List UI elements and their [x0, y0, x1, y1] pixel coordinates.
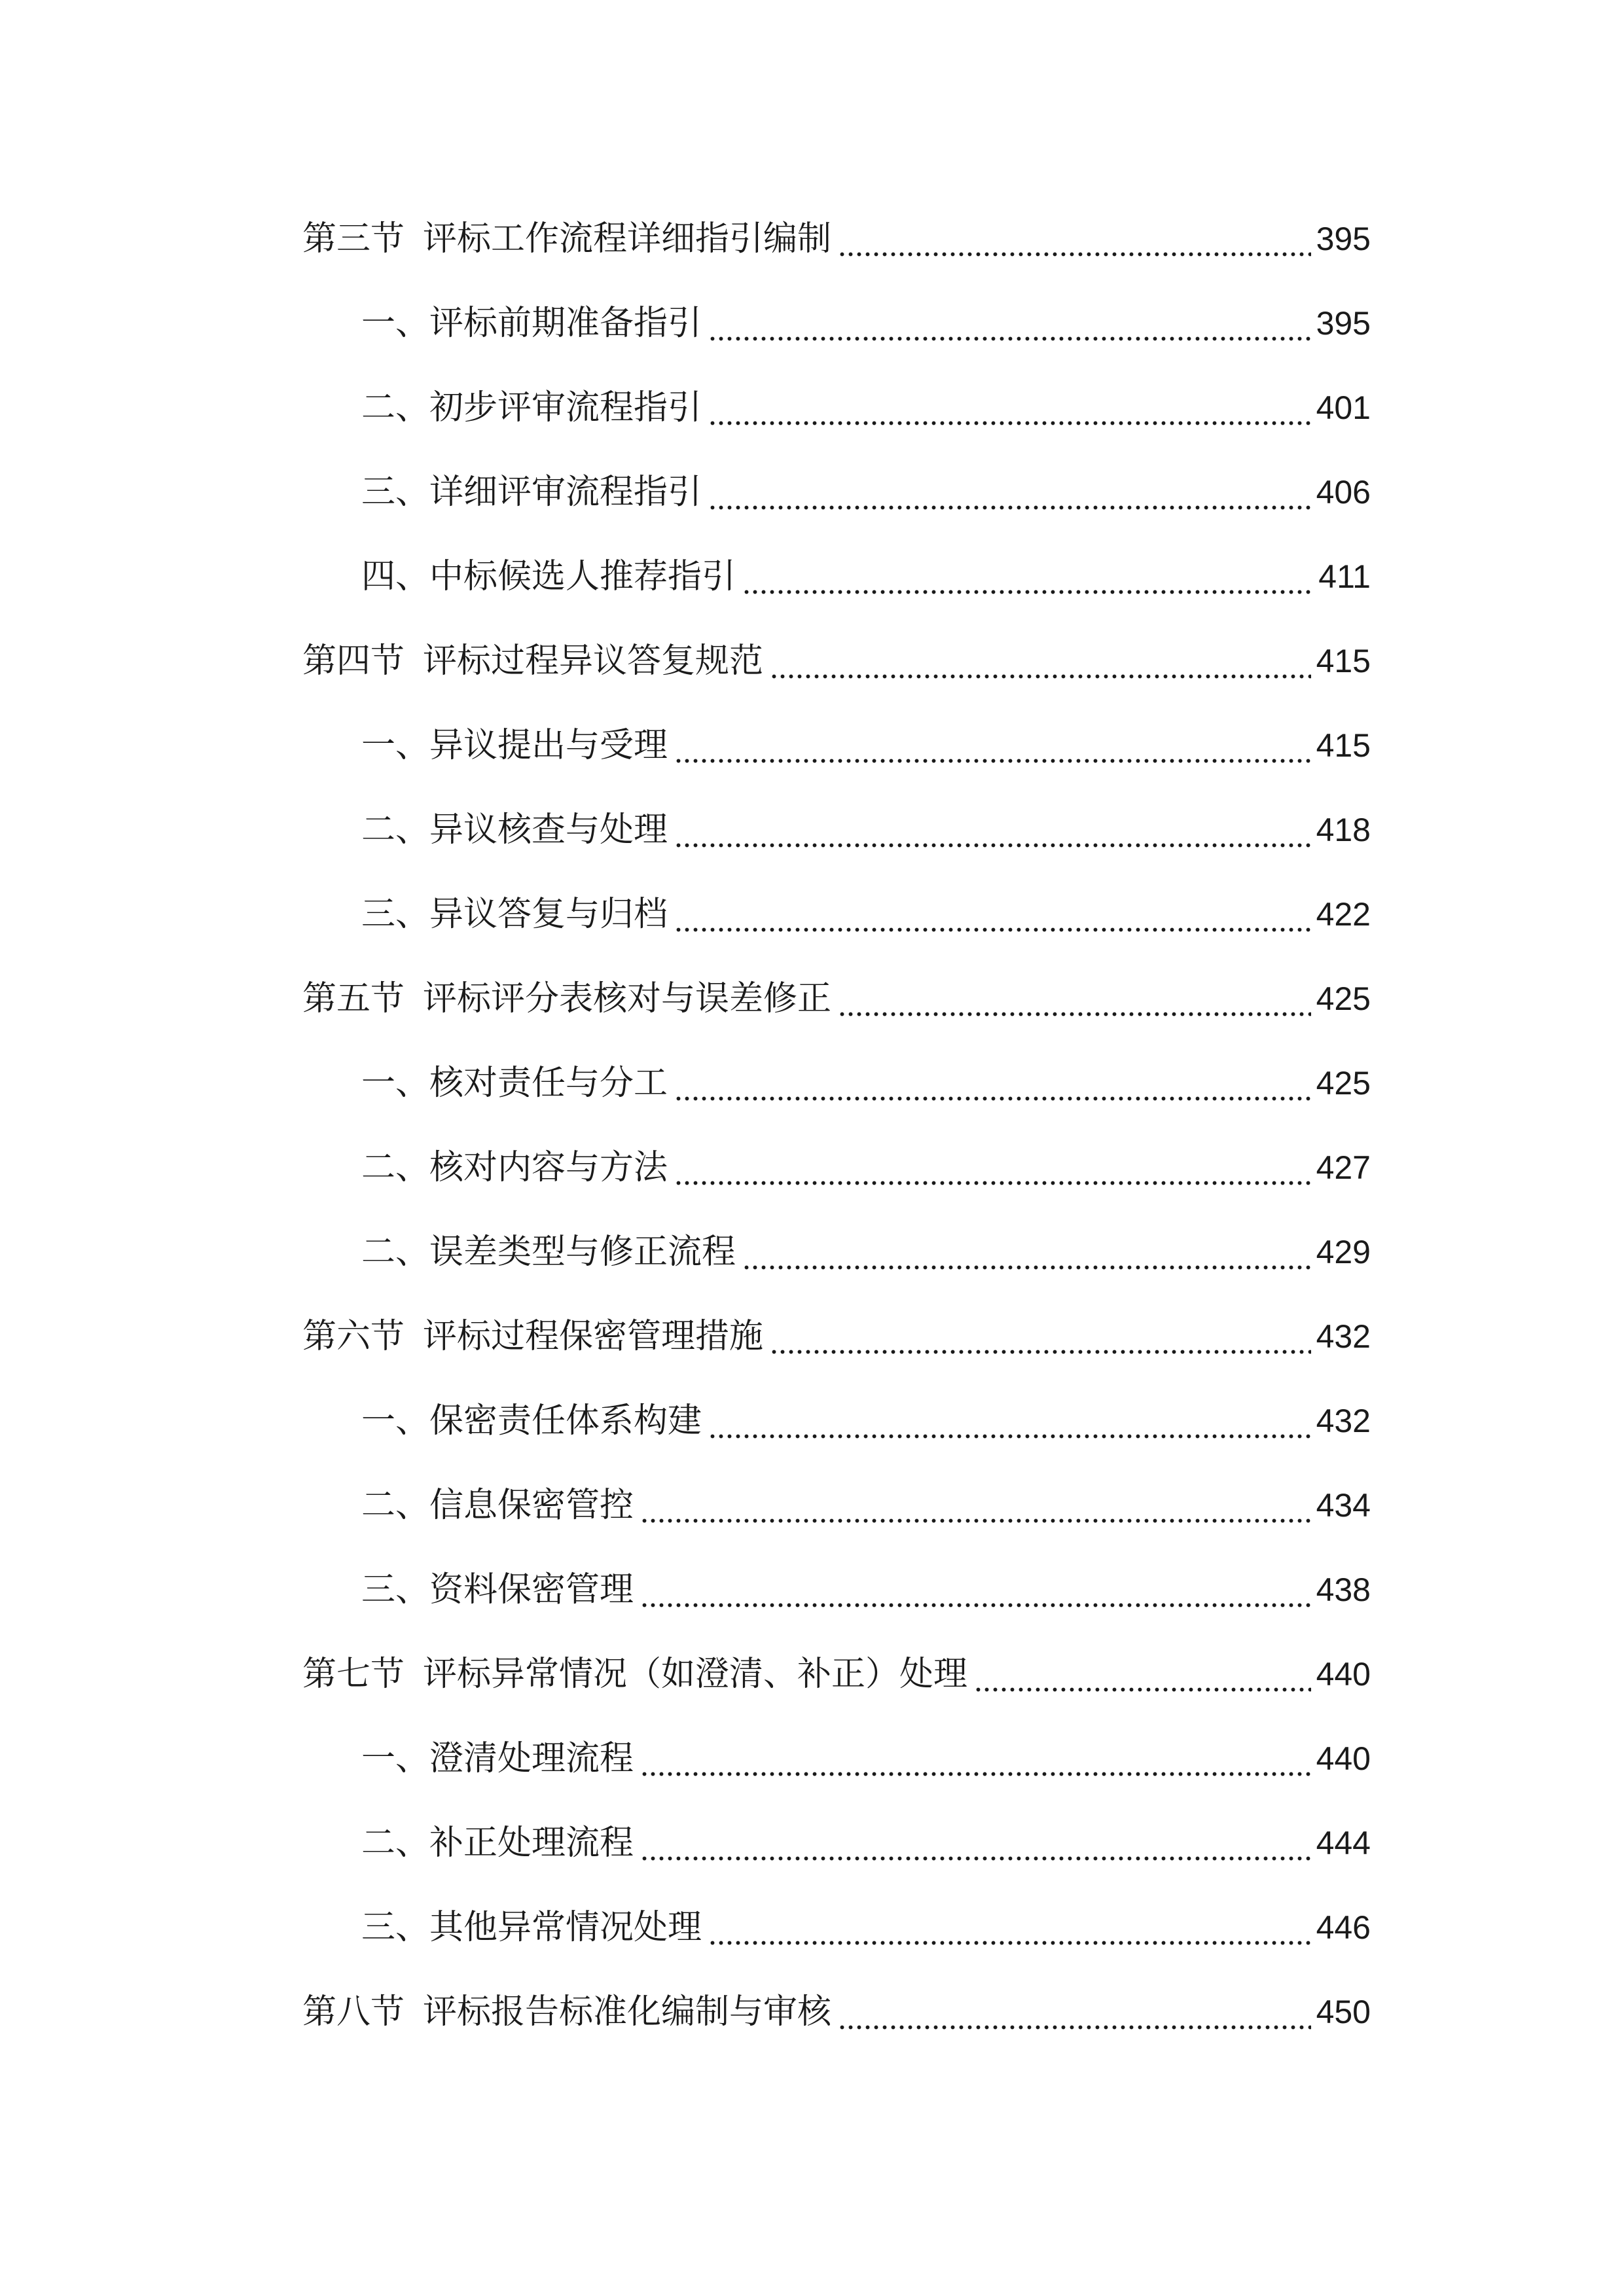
dot-leader: [640, 1560, 1311, 1619]
toc-page-number: 411: [1318, 558, 1371, 595]
toc-entry-title: 二、异议核查与处理: [361, 810, 668, 850]
toc-entry-title: [302, 969, 831, 1028]
toc-page-number: 432: [1316, 1403, 1371, 1439]
toc-entry-title: [302, 209, 831, 268]
toc-entry-title: [302, 1645, 967, 1704]
toc-section-title: 评标过程保密管理措施: [423, 1317, 764, 1356]
toc-section-label: 第六节: [302, 1317, 405, 1356]
toc-page-number: 425: [1316, 980, 1371, 1017]
toc-entry-title: 二、核对内容与方法: [361, 1148, 668, 1187]
toc-entry[interactable]: [361, 378, 1371, 437]
toc-entry[interactable]: [361, 1729, 1371, 1788]
toc-entry-title: 一、保密责任体系构建: [361, 1401, 702, 1441]
toc-page-number: 425: [1316, 1065, 1371, 1102]
toc-entry-title: 三、资料保密管理: [361, 1570, 634, 1609]
toc-entry[interactable]: [361, 463, 1371, 522]
toc-entry-title: 三、异议答复与归档: [361, 895, 668, 934]
dot-leader: [974, 1645, 1311, 1704]
toc-entry-title: 二、信息保密管控: [361, 1486, 634, 1525]
toc-entry-title: [302, 1982, 831, 2041]
toc-entry[interactable]: [302, 632, 1371, 691]
dot-leader: [708, 463, 1311, 522]
toc-entry[interactable]: [361, 1223, 1371, 1282]
toc-entry[interactable]: [361, 800, 1371, 859]
toc-page-number: 418: [1316, 812, 1371, 848]
toc-page-number: 395: [1316, 221, 1371, 257]
toc-page-number: 415: [1316, 643, 1371, 679]
toc-page-number: 434: [1316, 1487, 1371, 1524]
toc-entry[interactable]: [302, 1645, 1371, 1704]
toc-entry-title: 一、评标前期准备指引: [361, 304, 702, 343]
toc-entry[interactable]: [361, 716, 1371, 775]
toc-entry-title: 三、详细评审流程指引: [361, 473, 702, 512]
dot-leader: [674, 1054, 1311, 1113]
toc-page-number: 438: [1316, 1571, 1371, 1608]
toc-entry[interactable]: [302, 209, 1371, 268]
toc-section-title: 评标异常情况（如澄清、补正）处理: [423, 1655, 968, 1694]
dot-leader: [838, 209, 1311, 268]
toc-entry-title: 二、误差类型与修正流程: [361, 1232, 736, 1272]
toc-section-label: 第三节: [302, 219, 405, 259]
toc-entry[interactable]: [302, 969, 1371, 1028]
dot-leader: [838, 1982, 1311, 2041]
toc-section-label: 第七节: [302, 1655, 405, 1694]
toc-entry[interactable]: [302, 1307, 1371, 1366]
dot-leader: [708, 1391, 1311, 1450]
toc-entry[interactable]: [361, 1476, 1371, 1535]
toc-page-number: 406: [1316, 474, 1371, 511]
toc-page-number: 401: [1316, 389, 1371, 426]
dot-leader: [674, 716, 1311, 775]
dot-leader: [742, 547, 1313, 606]
dot-leader: [708, 294, 1311, 353]
toc-page-number: 422: [1316, 896, 1371, 933]
toc-entry-title: 二、补正处理流程: [361, 1823, 634, 1863]
dot-leader: [708, 1898, 1311, 1957]
toc-page-number: 444: [1316, 1825, 1371, 1861]
toc-entry[interactable]: [361, 294, 1371, 353]
toc-entry[interactable]: [361, 1391, 1371, 1450]
dot-leader: [770, 632, 1311, 691]
toc-section-label: 第四节: [302, 641, 405, 681]
toc-page-number: 440: [1316, 1656, 1371, 1693]
dot-leader: [742, 1223, 1311, 1282]
toc-entry[interactable]: [302, 1982, 1371, 2041]
toc-entry[interactable]: [361, 1898, 1371, 1957]
toc-page-number: 395: [1316, 305, 1371, 342]
toc-page-number: 440: [1316, 1740, 1371, 1777]
toc-entry-title: 一、澄清处理流程: [361, 1739, 634, 1778]
toc-entry-title: 三、其他异常情况处理: [361, 1908, 702, 1947]
toc-page-number: 427: [1316, 1149, 1371, 1186]
toc-page-number: 446: [1316, 1909, 1371, 1946]
toc-entry-title: 一、异议提出与受理: [361, 726, 668, 765]
toc-page-number: 415: [1316, 727, 1371, 764]
toc-entry-title: 四、中标候选人推荐指引: [361, 557, 736, 596]
toc-entry-title: 二、初步评审流程指引: [361, 388, 702, 427]
toc-section-title: 评标工作流程详细指引编制: [423, 219, 832, 259]
dot-leader: [674, 885, 1311, 944]
toc-entry-title: 一、核对责任与分工: [361, 1064, 668, 1103]
toc-entry[interactable]: [361, 885, 1371, 944]
toc-section-label: 第八节: [302, 1992, 405, 2032]
dot-leader: [640, 1729, 1311, 1788]
toc-entry[interactable]: [361, 1138, 1371, 1197]
dot-leader: [640, 1814, 1311, 1873]
toc-entry-title: [302, 1307, 763, 1366]
toc-page-number: 432: [1316, 1318, 1371, 1355]
dot-leader: [708, 378, 1311, 437]
toc-entry[interactable]: [361, 1054, 1371, 1113]
toc-section-title: 评标报告标准化编制与审核: [423, 1992, 832, 2032]
toc-entry-title: [302, 632, 763, 691]
toc-entry[interactable]: [361, 1814, 1371, 1873]
dot-leader: [770, 1307, 1311, 1366]
toc-entry[interactable]: [361, 547, 1371, 606]
toc-page-number: 429: [1316, 1234, 1371, 1270]
dot-leader: [640, 1476, 1311, 1535]
dot-leader: [674, 1138, 1311, 1197]
toc-section-label: 第五节: [302, 979, 405, 1018]
dot-leader: [674, 800, 1311, 859]
toc-section-title: 评标过程异议答复规范: [423, 641, 764, 681]
toc-entry[interactable]: [361, 1560, 1371, 1619]
toc-page-number: 450: [1316, 1994, 1371, 2030]
toc-section-title: 评标评分表核对与误差修正: [423, 979, 832, 1018]
dot-leader: [838, 969, 1311, 1028]
